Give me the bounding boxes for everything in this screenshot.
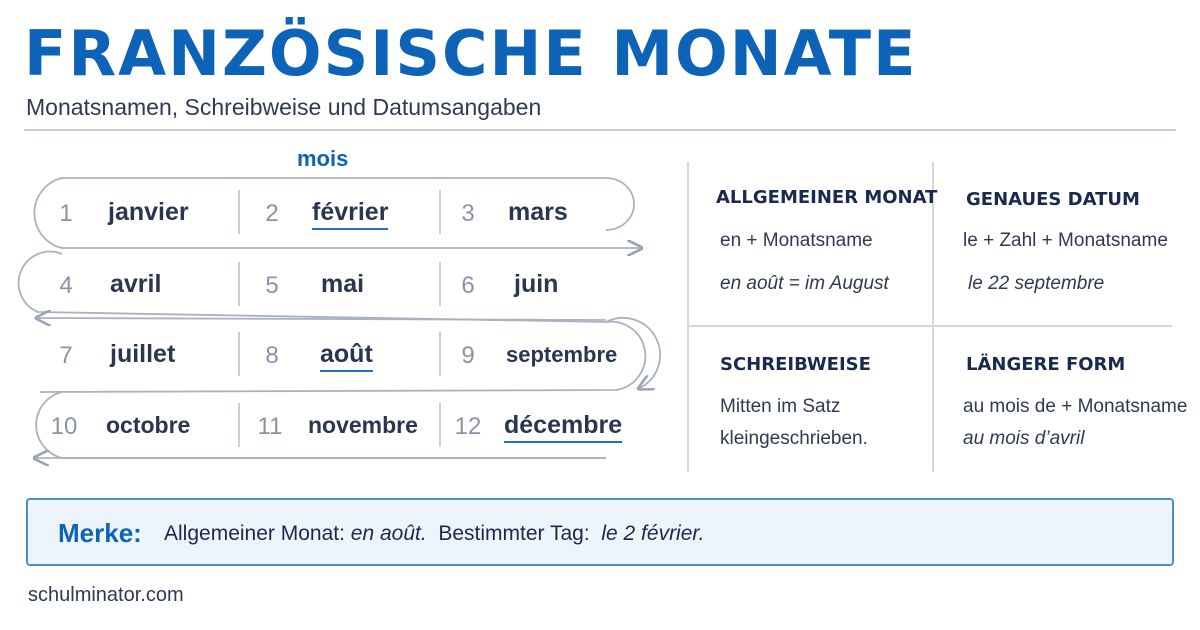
flow-row-2-back [38, 318, 606, 320]
month-name: décembre [504, 411, 622, 443]
month-name: septembre [506, 342, 618, 367]
month-number: 9 [461, 342, 475, 369]
rule-exact-heading: GENAUES DATUM [966, 189, 1140, 210]
column-divider [238, 190, 240, 234]
month-name: mars [508, 198, 568, 226]
month-cell-11 [252, 403, 439, 451]
month-cell-4 [48, 262, 238, 310]
rule-long-heading: LÄNGERE FORM [966, 354, 1126, 375]
column-divider [439, 332, 441, 376]
merke-text [164, 522, 704, 546]
month-number: 3 [461, 200, 475, 227]
month-cell-6 [450, 262, 620, 310]
rule-spelling-text-2: kleingeschrieben. [720, 428, 868, 449]
month-name: juillet [110, 340, 176, 368]
rules-middle-divider [688, 325, 1172, 327]
month-number: 10 [50, 413, 78, 440]
month-number: 1 [59, 200, 73, 227]
column-divider [439, 403, 441, 447]
month-number: 8 [265, 342, 279, 369]
merke-day-label: Bestimmter Tag: [438, 522, 596, 545]
rule-general-heading: ALLGEMEINER MONAT [716, 187, 938, 208]
merke-general-example: en août. [350, 522, 427, 545]
month-cell-3 [450, 190, 620, 238]
month-cell-10 [46, 403, 238, 451]
month-name: août [320, 340, 373, 372]
rules-center-divider [932, 162, 934, 472]
rule-exact-example: le 22 septembre [968, 273, 1105, 294]
month-number: 12 [454, 413, 482, 440]
column-divider [439, 262, 441, 306]
month-cell-8 [254, 332, 439, 380]
rule-spelling-text: Mitten im Satz [720, 396, 841, 417]
month-cell-5 [254, 262, 439, 310]
page-title: FRANZÖSISCHE MONATE [24, 17, 918, 90]
merke-general-label: Allgemeiner Monat: [164, 522, 351, 545]
month-name: janvier [108, 198, 189, 226]
mois-label: mois [297, 146, 349, 171]
rule-exact-text: le + Zahl + Monatsname [963, 230, 1168, 251]
column-divider [439, 190, 441, 234]
month-name: mai [321, 270, 365, 298]
rule-general-example: en août = im August [720, 273, 889, 294]
month-number: 4 [59, 272, 73, 299]
month-cell-1 [48, 190, 238, 238]
page-subtitle: Monatsnamen, Schreibweise und Datumsangaben [26, 94, 542, 120]
month-cell-12 [450, 403, 625, 451]
rule-long-example: au mois d’avril [963, 428, 1085, 449]
rule-long-text: au mois de + Monatsname [963, 396, 1188, 417]
column-divider [238, 403, 240, 447]
month-number: 5 [265, 272, 279, 299]
rule-general-text: en + Monatsname [720, 230, 873, 251]
month-name: février [312, 198, 388, 230]
month-name: octobre [106, 412, 191, 438]
month-number: 6 [461, 272, 475, 299]
merke-label: Merke: [58, 518, 142, 548]
source-footer: schulminator.com [28, 584, 184, 606]
month-number: 2 [265, 200, 279, 227]
month-cell-9 [450, 332, 625, 380]
month-cell-7 [48, 332, 238, 380]
month-cell-2 [254, 190, 439, 238]
rule-spelling-heading: SCHREIBWEISE [720, 354, 871, 375]
column-divider [238, 262, 240, 306]
column-divider [238, 332, 240, 376]
month-name: juin [514, 270, 559, 298]
merke-box [26, 498, 1174, 566]
month-name: novembre [308, 412, 418, 438]
month-name: avril [110, 270, 162, 298]
merke-day-example: le 2 février. [601, 522, 705, 545]
month-number: 11 [257, 413, 283, 440]
month-number: 7 [59, 342, 73, 369]
rules-left-border [687, 162, 689, 472]
